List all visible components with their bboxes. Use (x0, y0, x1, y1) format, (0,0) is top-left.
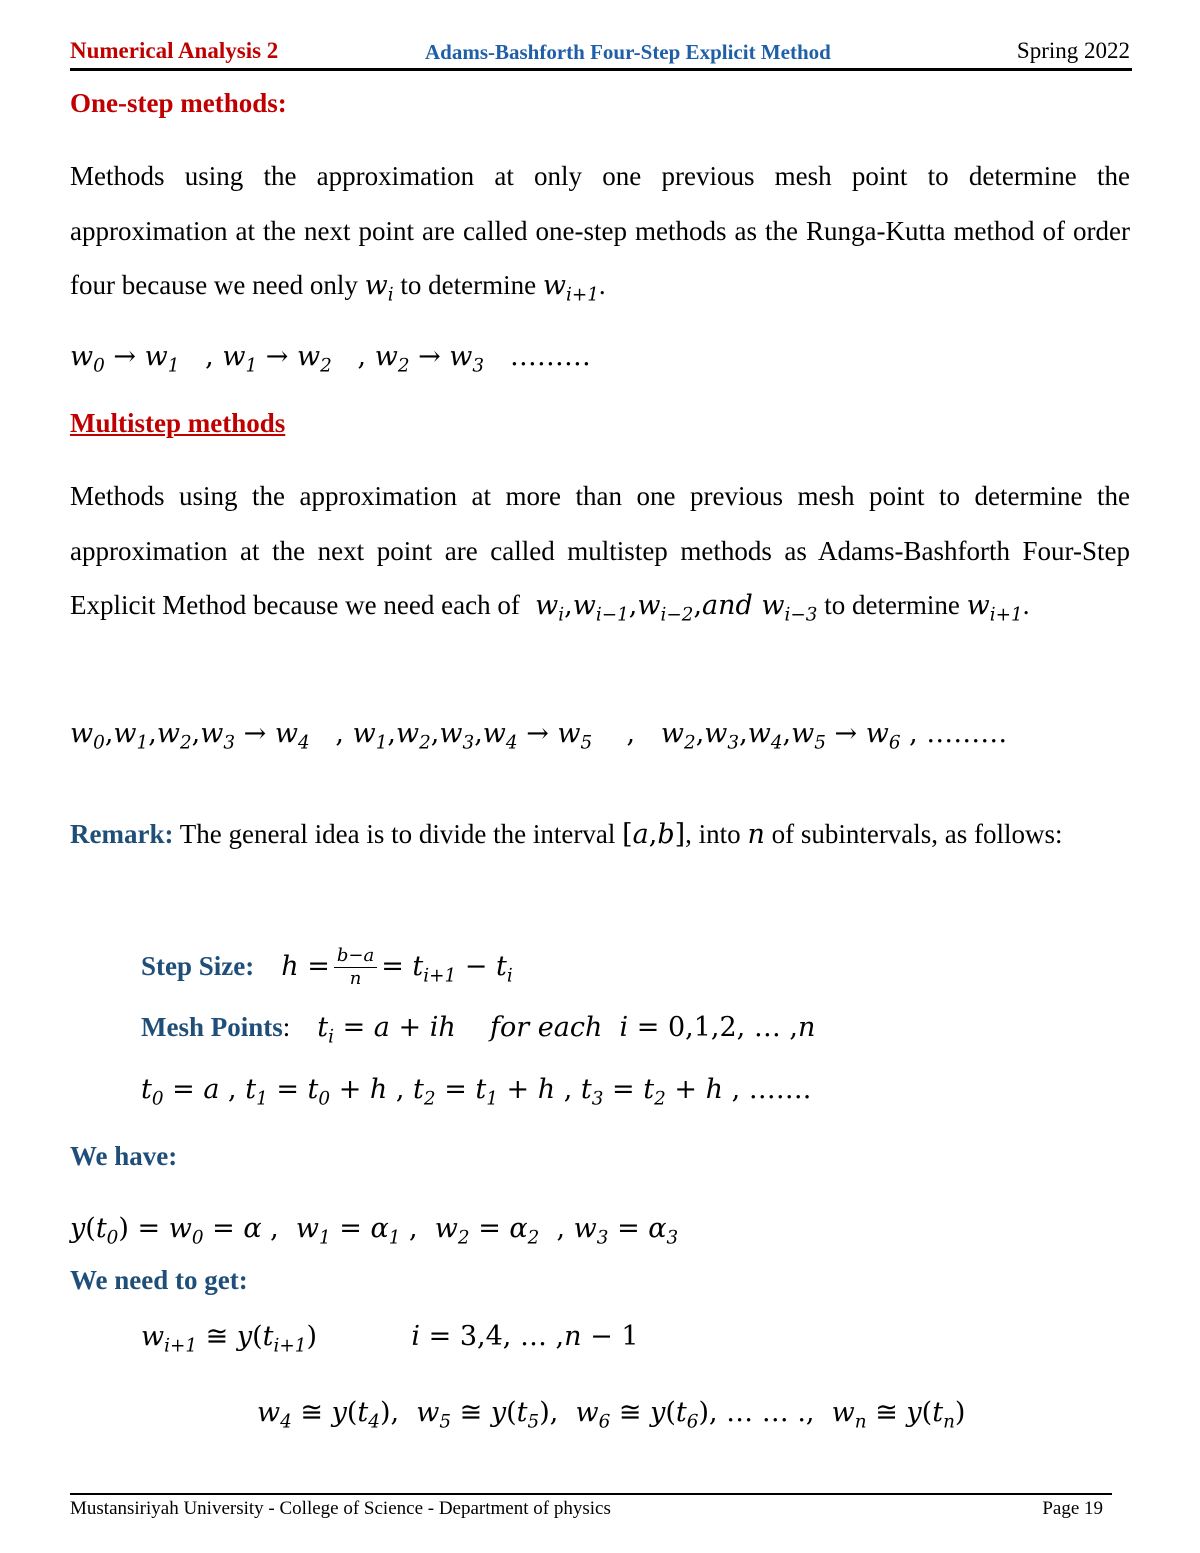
header-course: Numerical Analysis 2 (70, 38, 279, 63)
header-divider (70, 68, 1132, 71)
mesh-points-line (141, 1012, 816, 1048)
header-term: Spring 2022 (1016, 38, 1130, 63)
mesh-points-for-each: for each (490, 1012, 603, 1043)
math-interval: [a,b] (622, 819, 686, 850)
math-w-i-plus-1: $w_{i+1}$ (542, 270, 599, 306)
one-step-text-a: Methods using the approximation at only one previous mesh point to determine the approximation at the next point are called one-step methods as the Runga-Kutta method of order four because we need only (70, 161, 1130, 300)
remark-text-a: The general idea is to divide the interval (173, 819, 623, 849)
multistep-paragraph (70, 469, 1130, 634)
step-size-formula: h = $\frac{b-a}{n}$ = $t_{i+1} - t_i$ (281, 945, 513, 989)
one-step-paragraph (70, 149, 1130, 314)
initial-values: $y(t_0) = w_0 = \alpha$ , $w_1 = \alpha_1$ , $w_2 = \alpha_2$ , $w_3 = \alpha_3$ (70, 1213, 679, 1249)
math-n: n (747, 819, 765, 850)
one-step-text-c: . (598, 270, 606, 300)
remark-label: Remark: (70, 819, 174, 849)
step-size-label: Step Size: (141, 951, 255, 981)
remark-text-c: of subintervals, as follows: (764, 819, 1063, 849)
math-w-list: $w_i,w_{i-1},w_{i-2},and$ $w_{i-3}$ (526, 590, 818, 626)
footer-institution: Mustansiriyah University - College of Science - Department of physics (70, 1498, 611, 1519)
multistep-sequence: $w_0,w_1,w_2,w_3 \to w_4$ , $w_1,w_2,w_3,w_4 \to w_5$ , $w_2,w_3,w_4,w_5 \to w_6$ , ……… (70, 718, 1008, 754)
mesh-points-formula: $t_i = a$ + ih for each i = 0,1,2, … ,n (317, 1012, 816, 1048)
multistep-text-c: . (1022, 590, 1030, 620)
one-step-sequence: $w_0 \to w_1$ , $w_1 \to w_2$ , $w_2 \to w_3$ ……… (70, 341, 591, 377)
multistep-text-b: to determine (817, 590, 967, 620)
approximation-general: $w_{i+1}$ ≅ $y(t_{i+1})$ i = 3,4, … ,n − 1 (141, 1321, 639, 1357)
math-w-i: $w_i$ (364, 270, 394, 306)
approximation-list: $w_4$ ≅ $y(t_4)$, $w_5$ ≅ $y(t_5)$, $w_6$ ≅ $y(t_6)$, … … ., $w_n$ ≅ $y(t_n)$ (257, 1397, 966, 1433)
multistep-text-a: Methods using the approximation at more than one previous mesh point to determine the approximation at the next point are called multistep methods as Adams-Bashforth Four-Step Explicit Method because we need each of (70, 481, 1130, 620)
remark-text-b: , into (685, 819, 748, 849)
we-need-heading: We need to get: (70, 1265, 248, 1295)
one-step-text-b: to determine (393, 270, 543, 300)
footer-divider (70, 1493, 1112, 1495)
remark-paragraph (70, 807, 1130, 863)
step-size-line (141, 945, 513, 990)
one-step-heading: One-step methods: (70, 88, 287, 118)
multistep-heading: Multistep methods (70, 408, 286, 438)
mesh-points-expansion: $t_0 = a$ , $t_1 = t_0 + h$ , $t_2 = t_1 + h$ , $t_3 = t_2 + h$ , ……. (141, 1074, 812, 1110)
mesh-points-label: Mesh Points (141, 1012, 283, 1042)
math-w-i-plus-1: $w_{i+1}$ (966, 590, 1023, 626)
we-have-heading: We have: (70, 1141, 178, 1171)
header-topic: Adams-Bashforth Four-Step Explicit Method (425, 40, 831, 64)
mesh-points-colon: : (282, 1012, 291, 1042)
footer-page-number: Page 19 (1042, 1498, 1103, 1519)
